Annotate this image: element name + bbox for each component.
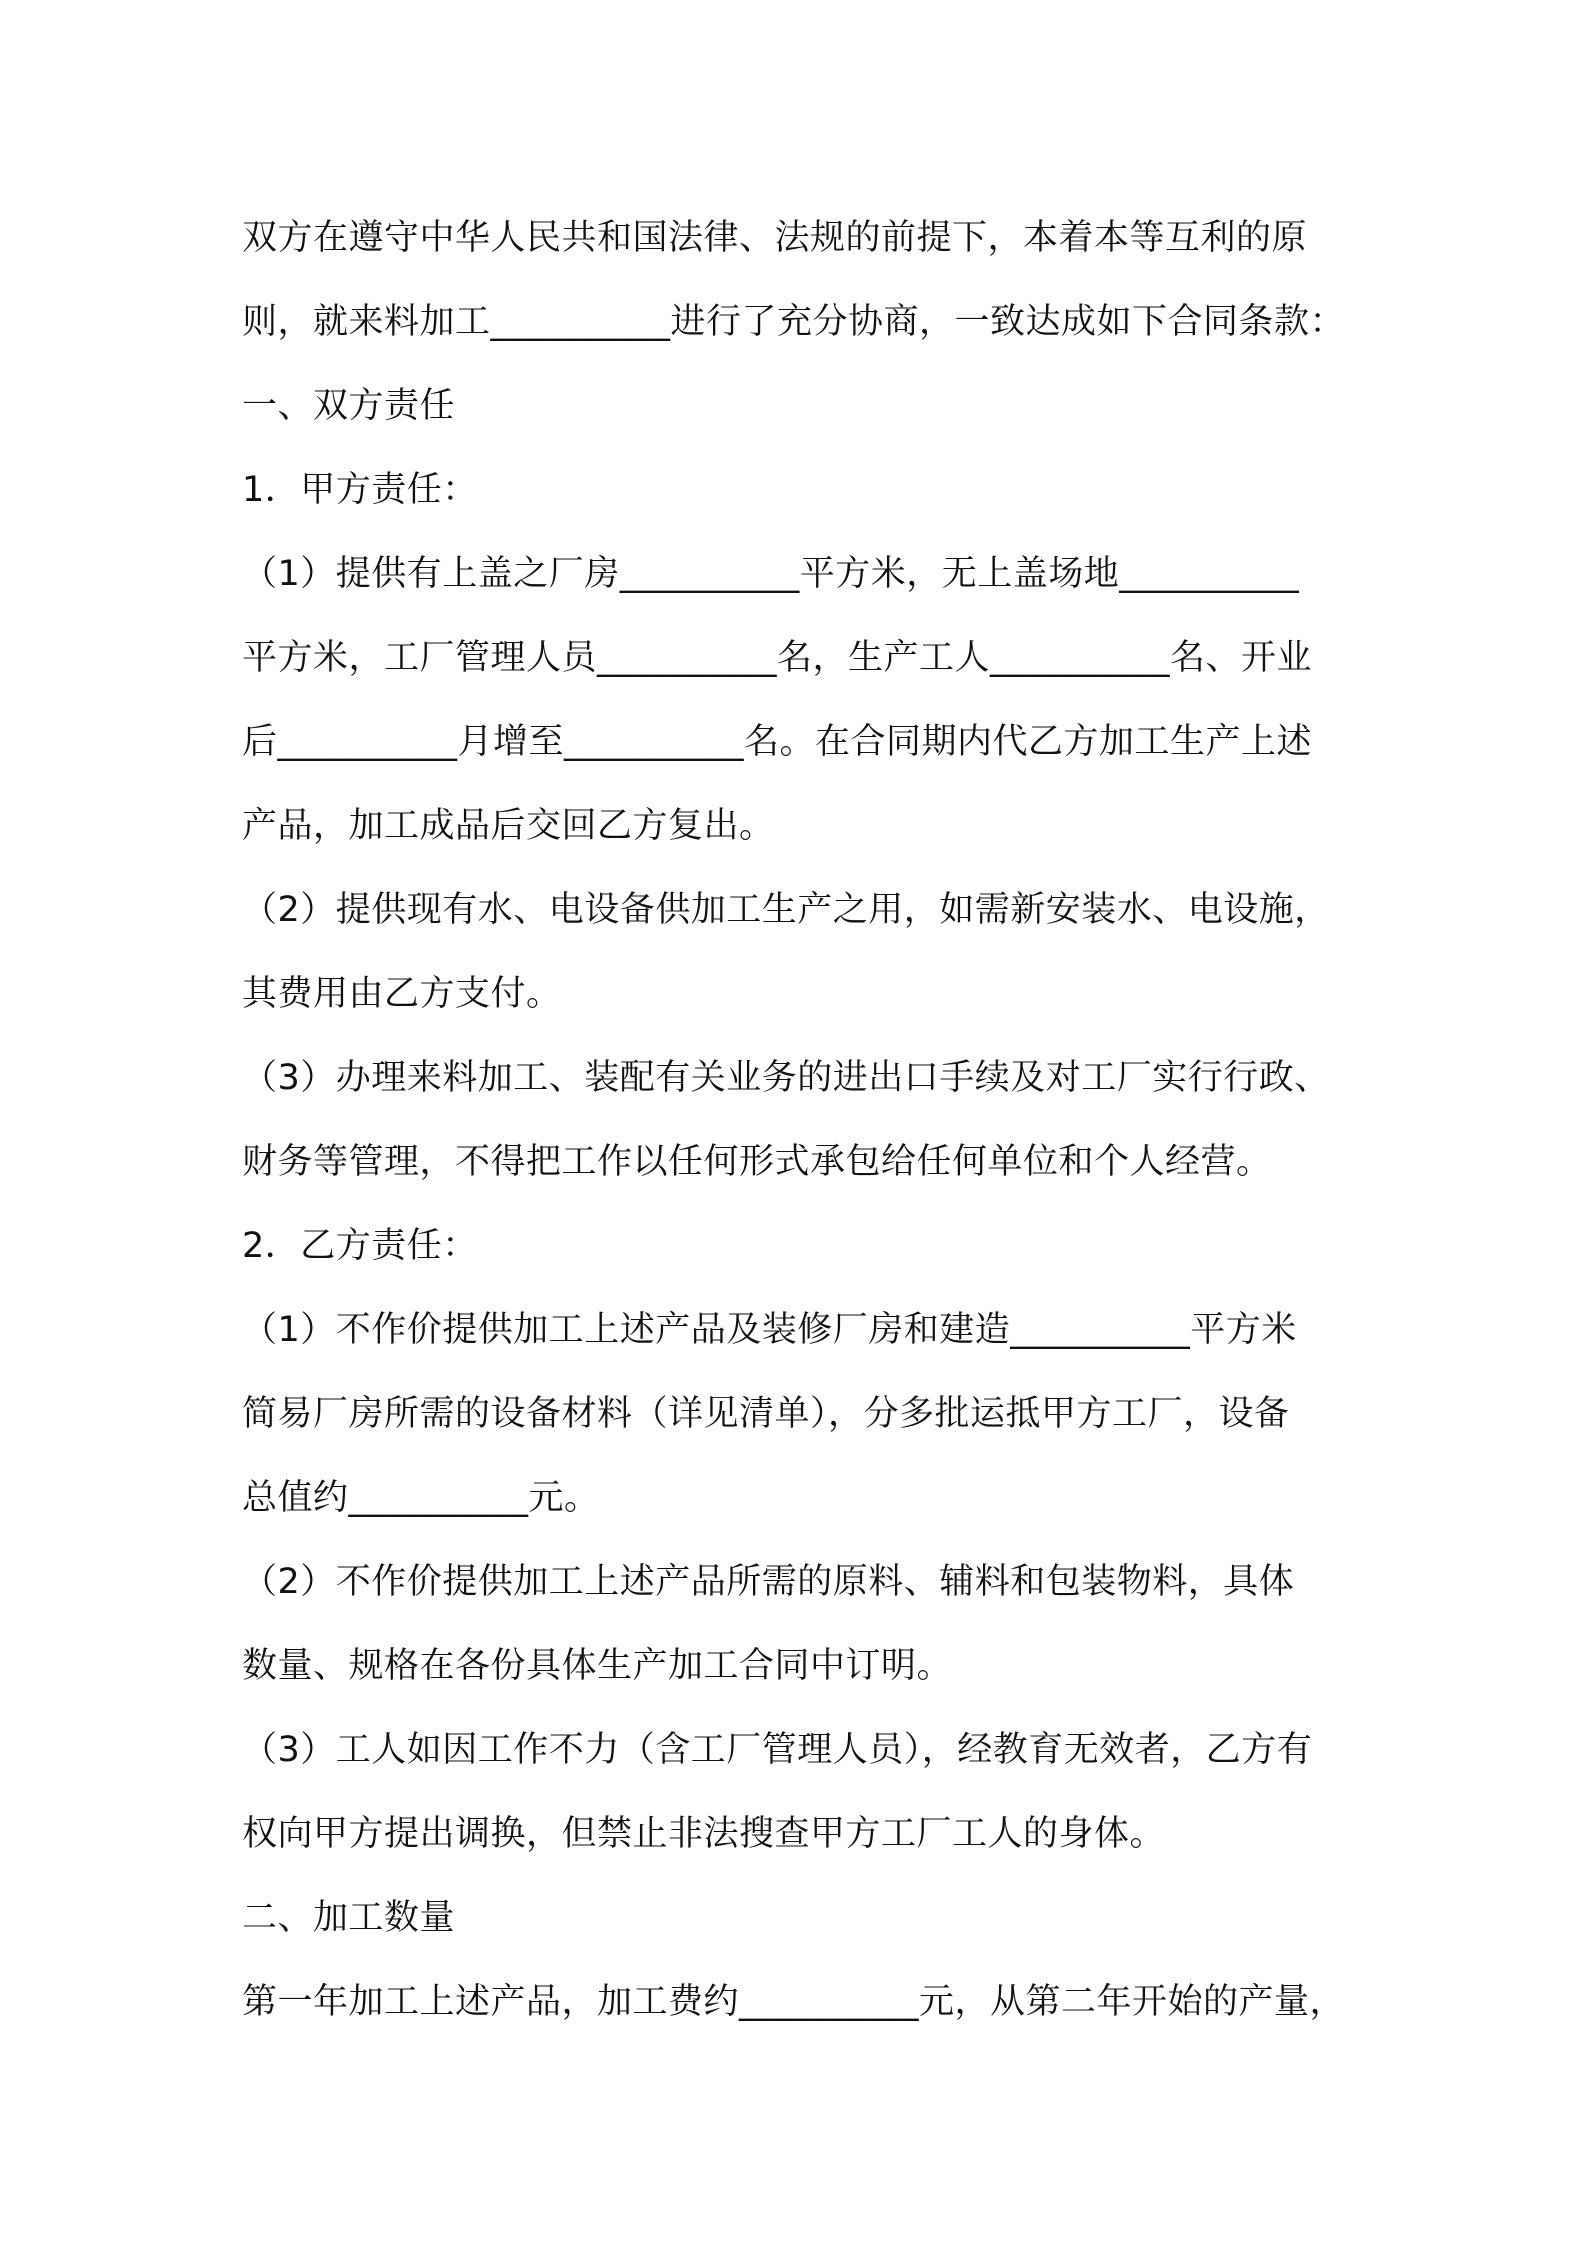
party-a-item-1-line-1: （1）提供有上盖之厂房__________平方米，无上盖场地__________: [242, 554, 1300, 594]
party-b-item-1-line-1: （1）不作价提供加工上述产品及装修厂房和建造__________平方米: [242, 1310, 1297, 1350]
party-a-item-1-line-3: 后__________月增至__________名。在合同期内代乙方加工生产上述: [242, 722, 1313, 762]
party-b-item-2-line-1: （2）不作价提供加工上述产品所需的原料、辅料和包装物料，具体: [242, 1562, 1295, 1602]
quantity-line-1: 第一年加工上述产品，加工费约__________元，从第二年开始的产量，: [242, 1982, 1346, 2022]
paragraph-intro-line-2: 则，就来料加工__________进行了充分协商，一致达成如下合同条款：: [242, 302, 1346, 342]
party-a-item-2-line-1: （2）提供现有水、电设备供加工生产之用，如需新安装水、电设施，: [242, 890, 1330, 930]
party-a-item-3-line-2: 财务等管理，不得把工作以任何形式承包给任何单位和个人经营。: [242, 1142, 1272, 1182]
party-b-item-3-line-2: 权向甲方提出调换，但禁止非法搜查甲方工厂工人的身体。: [242, 1814, 1166, 1854]
subheading-party-b: 2．乙方责任：: [242, 1226, 478, 1266]
party-b-item-2-line-2: 数量、规格在各份具体生产加工合同中订明。: [242, 1646, 953, 1686]
party-b-item-3-line-1: （3）工人如因工作不力（含工厂管理人员），经教育无效者，乙方有: [242, 1730, 1313, 1770]
party-b-item-1-line-3: 总值约__________元。: [242, 1478, 600, 1518]
paragraph-intro-line-1: 双方在遵守中华人民共和国法律、法规的前提下，本着本等互利的原: [242, 218, 1308, 258]
section-heading-quantity: 二、加工数量: [242, 1898, 456, 1938]
subheading-party-a: 1．甲方责任：: [242, 470, 478, 510]
party-a-item-3-line-1: （3）办理来料加工、装配有关业务的进出口手续及对工厂实行行政、: [242, 1058, 1330, 1098]
party-a-item-1-line-4: 产品，加工成品后交回乙方复出。: [242, 806, 775, 846]
party-a-item-1-line-2: 平方米，工厂管理人员__________名，生产工人__________名、开业: [242, 638, 1313, 678]
section-heading-responsibilities: 一、双方责任: [242, 386, 456, 426]
party-b-item-1-line-2: 简易厂房所需的设备材料（详见清单），分多批运抵甲方工厂，设备: [242, 1394, 1290, 1434]
party-a-item-2-line-2: 其费用由乙方支付。: [242, 974, 562, 1014]
contract-body: [242, 196, 1362, 2044]
